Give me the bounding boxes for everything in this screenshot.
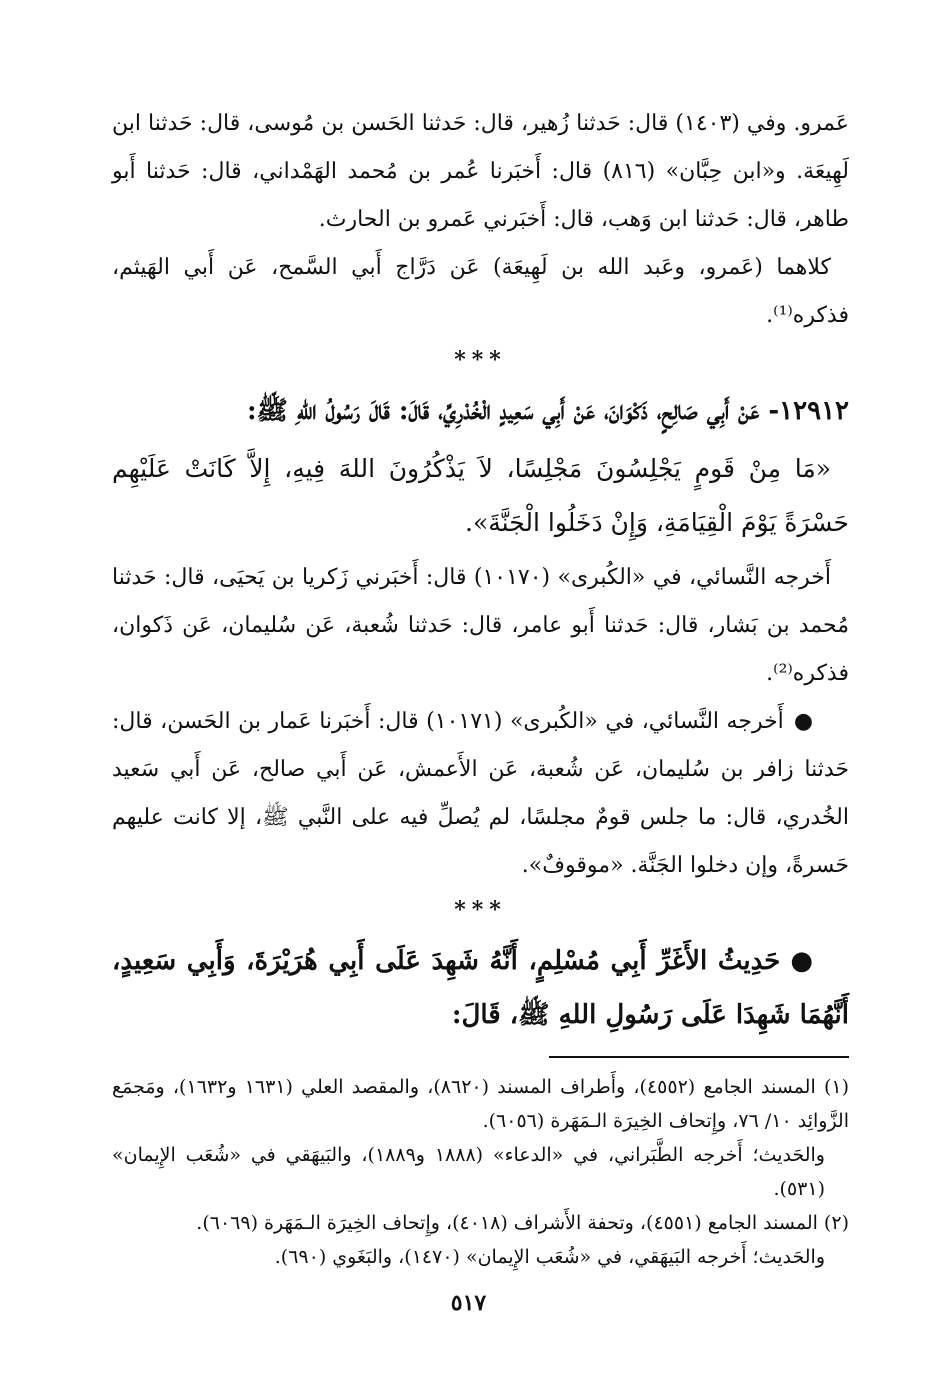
section-separator-2: *** xyxy=(454,897,507,923)
footnote-divider xyxy=(549,1056,849,1058)
hadith-heading: ١٢٩١٢- عَنْ أَبِي صَالِحٍ، ذَكْوَانَ، عَنْ أَبِي سَعِيدٍ الْخُدْرِيِّ، قَالَ: قَالَ رَسُولُ اللهِ ﷺ: xyxy=(246,396,849,426)
takhrij-paragraph-1: أَخرجه النَّسائي، في «الكُبرى» (١٠١٧٠) قال: أَخبَرني زَكريا بن يَحيَى، قال: حَدثنا مُحمد بن بَشار، قال: حَدثنا أَبو عامر، قال: حَدثنا شُعبة، عَن سُليمان، عَن ذَكوان، فذكره⁽²⁾. xyxy=(112,565,849,686)
hadith-text: «مَا مِنْ قَومٍ يَجْلِسُونَ مَجْلِسًا، لاَ يَذْكُرُونَ اللهَ فِيهِ، إِلاَّ كَانَتْ عَلَيْهِم حَسْرَةً يَوْمَ الْقِيَامَةِ، وَإِنْ دَخَلُوا الْجَنَّةَ». xyxy=(112,454,849,537)
intro-paragraph: عَمرو. وفي (١٤٠٣) قال: حَدثنا زُهير، قال: حَدثنا الحَسن بن مُوسى، قال: حَدثنا ابن لَهِيعَة. و«ابن حِبَّان» (٨١٦) قال: أَخبَرنا عُمر بن مُحمد الهَمْداني، قال: حَدثنا أَبو طاهر، قال: حَدثنا ابن وَهب، قال: أَخبَرني عَمرو بن الحارث. xyxy=(112,111,849,232)
section-separator: *** xyxy=(454,347,507,373)
intro-conclusion: كلاهما (عَمرو، وعَبد الله بن لَهِيعَة) عَن دَرَّاج أَبي السَّمح، عَن أَبي الهَيثم، فذكره⁽¹⁾. xyxy=(112,255,849,328)
takhrij-2-text: أَخرجه النَّسائي، في «الكُبرى» (١٠١٧١) قال: أَخبَرنا عَمار بن الحَسن، قال: حَدثنا زافر بن سُليمان، عَن شُعبة، عَن الأَعمش، عَن أَبي صالح، عَن أَبي سَعيد الخُدري، قال: ما جلس قومٌ مجلسًا، لم يُصلِّ فيه على النَّبي ﷺ، إلا كانت عليهم حَسرةً، وإن دخلوا الجَنَّة. «موقوفٌ». xyxy=(112,709,849,878)
footnote-2: (٢) المسند الجامع (٤٥٥١)، وتحفة الأَشراف (٤٠١٨)، وإِتحاف الخِيرَة الـمَهَرة (٦٠٦٩). xyxy=(196,1212,849,1234)
next-heading-text: حَدِيثُ الأَغَرِّ أَبِي مُسْلِمٍ، أَنَّهُ شَهِدَ عَلَى أَبِي هُرَيْرَةَ، وَأَبِي سَعِيدٍ، أَنَّهُمَا شَهِدَا عَلَى رَسُولِ اللهِ ﷺ، قَالَ: xyxy=(112,946,849,1030)
footnote-2-continuation: والحَديث؛ أَخرجه البَيهَقي، في «شُعَب الإِيمان» (١٤٧٠)، والبَغَوي (٦٩٠). xyxy=(274,1246,825,1268)
takhrij-paragraph-2 xyxy=(112,698,849,890)
bullet-icon: ● xyxy=(793,709,814,734)
page-number: ٥١٧ xyxy=(450,1290,487,1316)
footnote-1: (١) المسند الجامع (٤٥٥٢)، وأَطراف المسند (٨٦٢٠)، والمقصد العلي (١٦٣١ و١٦٣٢)، ومَجمَع الزَّوائِد ١٠/ ٧٦، وإِتحاف الخِيرَة الـمَهَرة (٦٠٥٦). xyxy=(112,1076,849,1132)
footnote-1-continuation: والحَديث؛ أَخرجه الطَّبَراني، في «الدعاء» (١٨٨٨ و١٨٨٩)، والبَيهَقي في «شُعَب الإِيمان» (٥٣١). xyxy=(112,1144,825,1200)
bullet-icon-2: ● xyxy=(790,946,813,976)
next-hadith-heading xyxy=(112,934,849,1042)
